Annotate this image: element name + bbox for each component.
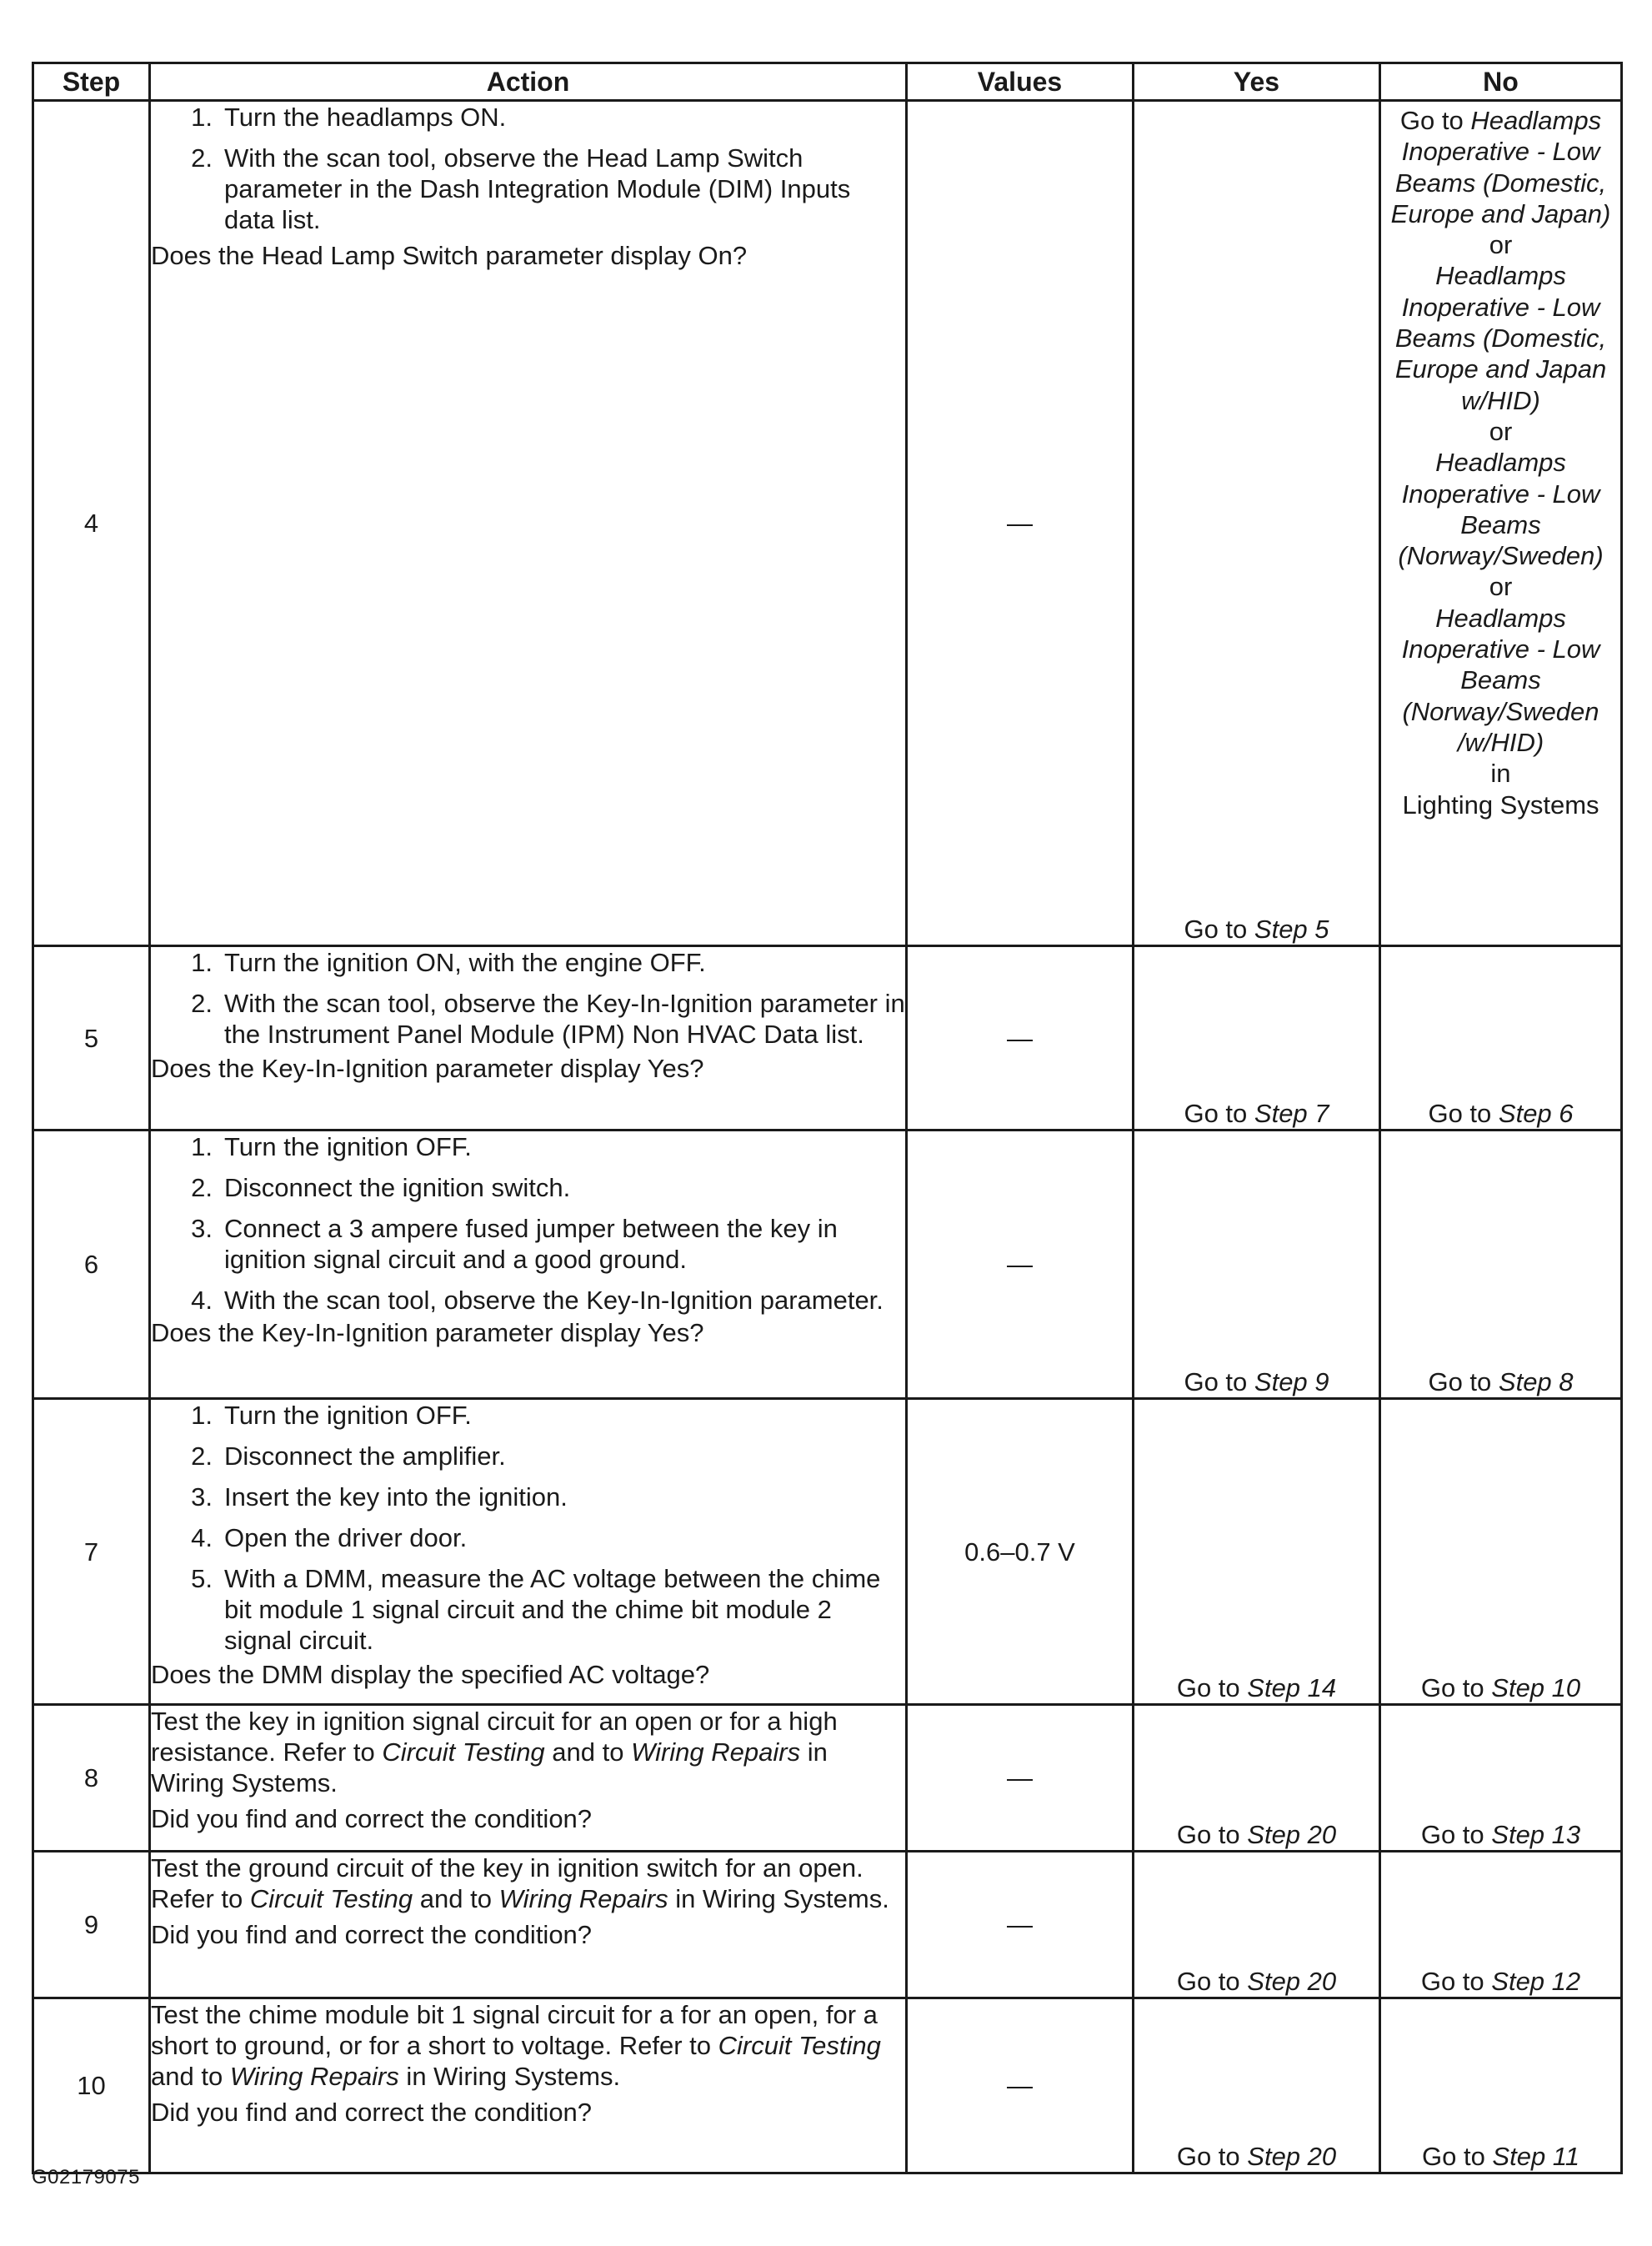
action-list [151, 1131, 905, 1316]
step-number: 8 [33, 1705, 150, 1852]
action-text: Test the chime module bit 1 signal circuit for a for an open, for a short to ground, or for a short to voltage. Refer to Circuit Testing and to Wiring Repairs in Wiring Systems. [151, 2000, 881, 2091]
no-joiner: or [1489, 230, 1513, 260]
table-row [33, 1705, 1622, 1852]
action-list [151, 1400, 905, 1656]
yes-cell: Go to Step 9 [1134, 1131, 1380, 1399]
step-number: 4 [33, 101, 150, 946]
action-question: Did you find and correct the condition? [151, 2098, 593, 2127]
list-item: 2. Disconnect the ignition switch. [191, 1173, 571, 1202]
circuit-testing-link[interactable]: Circuit Testing [249, 1884, 413, 1913]
no-step-link[interactable]: Step 8 [1498, 1367, 1574, 1396]
circuit-testing-link[interactable]: Circuit Testing [382, 1737, 545, 1767]
table-row [33, 1852, 1622, 1998]
no-cell: Go to Step 8 [1380, 1131, 1622, 1399]
no-joiner: or [1489, 572, 1513, 602]
table-row [33, 1399, 1622, 1705]
action-question: Does the Key-In-Ignition parameter display Yes? [151, 1054, 704, 1083]
no-step-link[interactable]: Step 13 [1491, 1820, 1581, 1849]
step-number: 6 [33, 1131, 150, 1399]
yes-cell: Go to Step 5 [1134, 101, 1380, 946]
no-step-link[interactable]: Step 10 [1491, 1673, 1581, 1702]
no-cell: Go to Step 11 [1380, 1998, 1622, 2173]
list-item: 1. Turn the headlamps ON. [191, 103, 507, 132]
action-text: Test the key in ignition signal circuit for an open or for a high resistance. Refer to Circuit Testing and to Wiring Repairs in Wiring Systems. [151, 1707, 838, 1797]
values-cell: — [907, 101, 1134, 946]
list-item: 1. Turn the ignition OFF. [191, 1401, 472, 1430]
no-step-link[interactable]: Step 6 [1498, 1099, 1574, 1128]
table-row [33, 1131, 1622, 1399]
yes-step-link[interactable]: Step 20 [1247, 1820, 1337, 1849]
list-item: 2. With the scan tool, observe the Head Lamp Switch parameter in the Dash Integration Module (DIM) Inputs data list. [191, 143, 851, 234]
figure-id: G02179075 [32, 2166, 140, 2188]
action-question: Did you find and correct the condition? [151, 1920, 593, 1949]
values-cell: 0.6–0.7 V [907, 1399, 1134, 1705]
wiring-repairs-link[interactable]: Wiring Repairs [498, 1884, 668, 1913]
list-item: 2. With the scan tool, observe the Key-In-Ignition parameter in the Instrument Panel Module (IPM) Non HVAC Data list. [191, 989, 905, 1049]
header-action: Action [150, 63, 907, 101]
header-no: No [1380, 63, 1622, 101]
action-cell [150, 1131, 907, 1399]
yes-cell: Go to Step 20 [1134, 1852, 1380, 1998]
action-cell [150, 1998, 907, 2173]
no-joiner: or [1489, 416, 1513, 446]
yes-cell: Go to Step 7 [1134, 946, 1380, 1131]
diagnostic-table-sheet [32, 62, 1620, 2174]
list-item: 3. Connect a 3 ampere fused jumper between the key in ignition signal circuit and a good ground. [191, 1214, 838, 1274]
no-in: in [1490, 759, 1511, 789]
step-number: 7 [33, 1399, 150, 1705]
no-step-link[interactable]: Step 11 [1492, 2142, 1579, 2171]
action-list [151, 102, 905, 245]
action-question: Does the Head Lamp Switch parameter display On? [151, 241, 748, 270]
no-ref-link[interactable]: Headlamps Inoperative - Low Beams (Norway/Sweden /w/HID) [1401, 603, 1600, 757]
action-cell [150, 946, 907, 1131]
values-cell: — [907, 1998, 1134, 2173]
no-step-link[interactable]: Step 12 [1491, 1967, 1581, 1996]
action-cell [150, 101, 907, 946]
yes-cell: Go to Step 14 [1134, 1399, 1380, 1705]
circuit-testing-link[interactable]: Circuit Testing [718, 2031, 881, 2060]
no-cell: Go to Step 10 [1380, 1399, 1622, 1705]
yes-step-link[interactable]: Step 20 [1247, 2142, 1337, 2171]
no-cell: Go to Headlamps Inoperative - Low Beams (Domestic, Europe and Japan) or Headlamps Inoperative - Low Beams (Domestic, Europe and Japan w/HID) or Headlamps Inoperative - Low Beams (Norway/Sweden) or Headlamps Inoperative - Low Beams (Norway/Sweden /w/HID) in Lighting Systems [1380, 101, 1622, 946]
yes-cell: Go to Step 20 [1134, 1705, 1380, 1852]
list-item: 1. Turn the ignition ON, with the engine OFF. [191, 948, 706, 977]
action-cell [150, 1399, 907, 1705]
list-item: 4. Open the driver door. [191, 1523, 468, 1552]
list-item: 2. Disconnect the amplifier. [191, 1441, 506, 1471]
table-row [33, 1998, 1622, 2173]
action-question: Does the Key-In-Ignition parameter display Yes? [151, 1318, 704, 1347]
list-item: 3. Insert the key into the ignition. [191, 1482, 568, 1512]
step-number: 5 [33, 946, 150, 1131]
no-system: Lighting Systems [1402, 790, 1599, 820]
table-header-row [33, 63, 1622, 101]
table-row [33, 946, 1622, 1131]
action-cell [150, 1852, 907, 1998]
no-ref-link[interactable]: Headlamps Inoperative - Low Beams (Norway/Sweden) [1398, 448, 1604, 571]
header-step: Step [33, 63, 150, 101]
step-number: 9 [33, 1852, 150, 1998]
values-cell: — [907, 1131, 1134, 1399]
yes-step-link[interactable]: Step 5 [1254, 915, 1329, 944]
yes-step-link[interactable]: Step 14 [1247, 1673, 1337, 1702]
yes-step-link[interactable]: Step 9 [1254, 1367, 1329, 1396]
action-question: Does the DMM display the specified AC voltage? [151, 1660, 710, 1689]
no-ref-link[interactable]: Headlamps Inoperative - Low Beams (Domestic, Europe and Japan) [1390, 106, 1611, 228]
list-item: 4. With the scan tool, observe the Key-In-Ignition parameter. [191, 1286, 884, 1315]
table-row [33, 101, 1622, 946]
no-ref-link[interactable]: Headlamps Inoperative - Low Beams (Domestic, Europe and Japan w/HID) [1394, 261, 1607, 415]
header-values: Values [907, 63, 1134, 101]
values-cell: — [907, 1852, 1134, 1998]
no-cell: Go to Step 6 [1380, 946, 1622, 1131]
wiring-repairs-link[interactable]: Wiring Repairs [631, 1737, 801, 1767]
no-cell: Go to Step 13 [1380, 1705, 1622, 1852]
list-item: 5. With a DMM, measure the AC voltage between the chime bit module 1 signal circuit and the chime bit module 2 signal circuit. [191, 1564, 881, 1655]
diagnostic-table [32, 62, 1623, 2174]
action-question: Did you find and correct the condition? [151, 1804, 593, 1833]
values-cell: — [907, 1705, 1134, 1852]
step-number: 10 [33, 1998, 150, 2173]
yes-step-link[interactable]: Step 20 [1247, 1967, 1337, 1996]
yes-step-link[interactable]: Step 7 [1254, 1099, 1329, 1128]
action-cell [150, 1705, 907, 1852]
no-cell: Go to Step 12 [1380, 1852, 1622, 1998]
yes-cell: Go to Step 20 [1134, 1998, 1380, 2173]
action-list [151, 947, 905, 1050]
header-yes: Yes [1134, 63, 1380, 101]
wiring-repairs-link[interactable]: Wiring Repairs [229, 2062, 399, 2091]
values-cell: — [907, 946, 1134, 1131]
action-text: Test the ground circuit of the key in ignition switch for an open. Refer to Circuit Testing and to Wiring Repairs in Wiring Systems. [151, 1853, 889, 1913]
list-item: 1. Turn the ignition OFF. [191, 1132, 472, 1161]
